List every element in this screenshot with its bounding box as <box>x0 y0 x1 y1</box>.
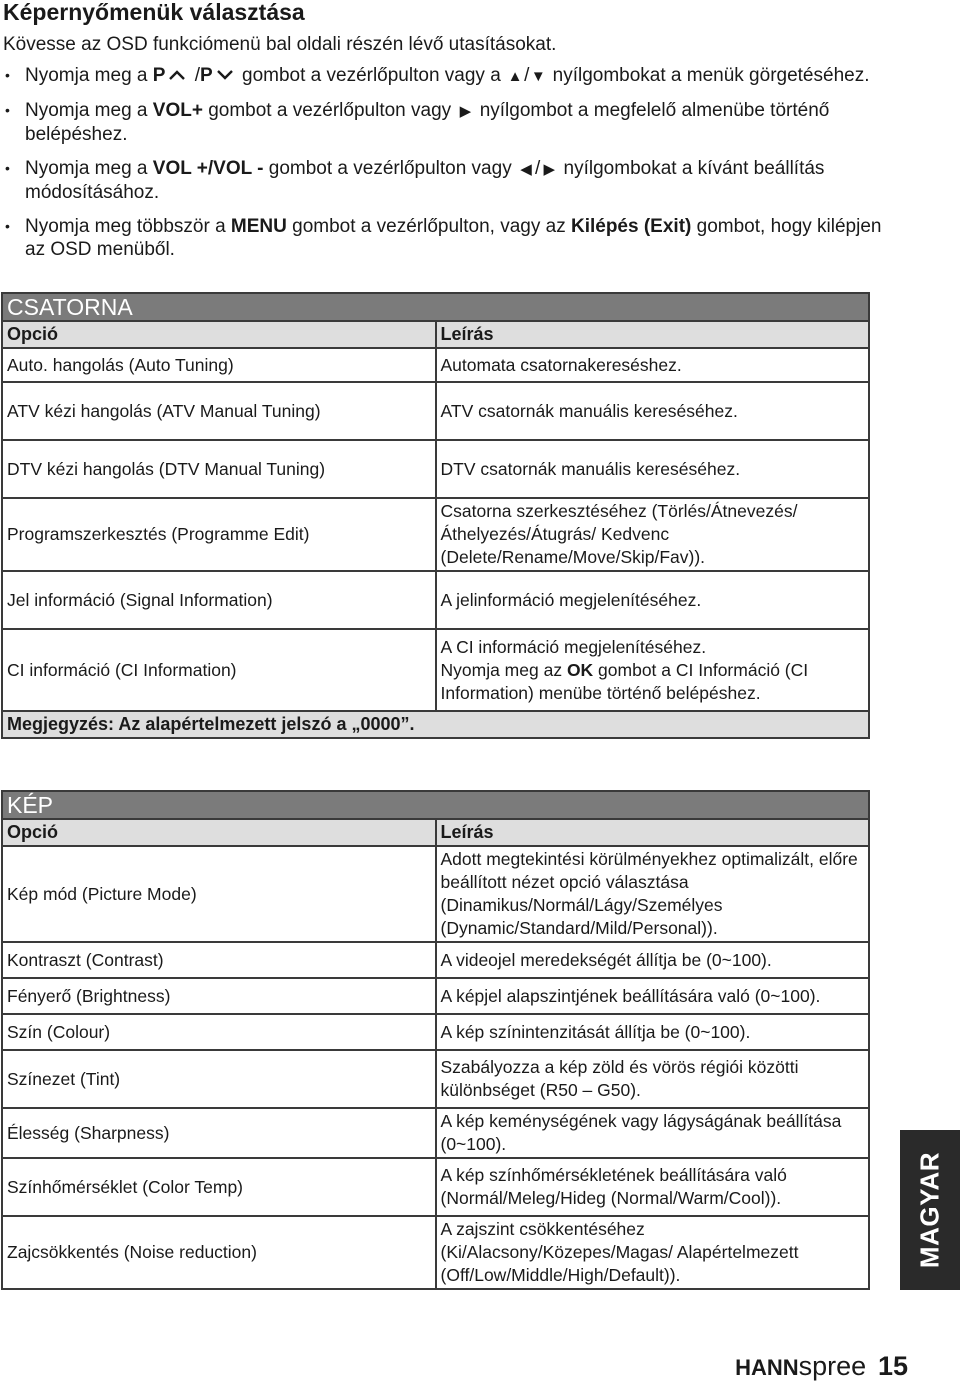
table-row: Zajcsökkentés (Noise reduction) A zajszint csökkentéséhez (Ki/Alacsony/Közepes/Magas/ Alapértelmezett (Off/Low/Middle/High/Default)). <box>2 1216 869 1289</box>
instruction-item: • Nyomja meg a VOL+ gombot a vezérlőpulton vagy ▶ nyílgombot a megfelelő almenübe történő belépéshez. <box>5 100 830 145</box>
bullet-icon: • <box>5 67 10 83</box>
instruction-list <box>3 64 903 272</box>
table-row: Programszerkesztés (Programme Edit) Csatorna szerkesztéséhez (Törlés/Átnevezés/Áthelyezés/Átugrás/ Kedvenc (Delete/Rename/Move/Skip/Fav)). <box>2 498 869 571</box>
bullet-icon: • <box>5 160 10 176</box>
table-title: KÉP <box>2 791 869 819</box>
column-header-option: Opció <box>2 819 436 846</box>
table-row: Szín (Colour) A kép színintenzitását állítja be (0~100). <box>2 1014 869 1050</box>
page-number: 15 <box>877 1351 908 1381</box>
instruction-item: • Nyomja meg a VOL +/VOL - gombot a vezérlőpulton vagy ◀ / ▶ nyílgombokat a kívánt beállítás módosításához. <box>5 158 825 203</box>
table-row: Élesség (Sharpness) A kép keménységének vagy lágyságának beállítása (0~100). <box>2 1108 869 1158</box>
table-row: Kép mód (Picture Mode) Adott megtekintési körülményekhez optimalizált, előre beállított nézet opció választása (Dinamikus/Normál/Lágy/Személyes (Dynamic/Standard/Mild/Personal)). <box>2 846 869 942</box>
picture-table <box>1 790 870 1290</box>
triangle-right-icon: ▶ <box>543 161 556 178</box>
instruction-item: • Nyomja meg többször a MENU gombot a vezérlőpulton, vagy az Kilépés (Exit) gombot, hogy kilépjen az OSD menüből. <box>5 216 882 260</box>
triangle-left-icon: ◀ <box>520 161 532 178</box>
table-row: DTV kézi hangolás (DTV Manual Tuning) DTV csatornák manuális kereséséhez. <box>2 440 869 498</box>
page-title: Képernyőmenük választása <box>3 0 305 25</box>
triangle-up-icon: ▲ <box>507 68 523 85</box>
table-row: ATV kézi hangolás (ATV Manual Tuning) ATV csatornák manuális kereséséhez. <box>2 382 869 440</box>
bullet-icon: • <box>5 218 10 234</box>
brand-logo: HANN <box>735 1355 799 1380</box>
note: Megjegyzés: Az alapértelmezett jelszó a „0000”. <box>2 711 869 738</box>
chevron-up-icon <box>165 65 189 88</box>
table-row: Színhőmérséklet (Color Temp) A kép színhőmérsékletének beállítására való (Normál/Meleg/Hideg (Normal/Warm/Cool)). <box>2 1158 869 1216</box>
bullet-icon: • <box>5 102 10 118</box>
column-header-description: Leírás <box>436 819 870 846</box>
chevron-down-icon <box>213 65 237 88</box>
table-row: Kontraszt (Contrast) A videojel meredekségét állítja be (0~100). <box>2 942 869 978</box>
triangle-down-icon: ▼ <box>530 68 546 85</box>
table-row: Színezet (Tint) Szabályozza a kép zöld és vörös régiói közötti különbséget (R50 – G50). <box>2 1050 869 1108</box>
table-title: CSATORNA <box>2 293 869 321</box>
column-header-option: Opció <box>2 321 436 348</box>
column-header-description: Leírás <box>436 321 870 348</box>
table-row: Jel információ (Signal Information) A jelinformáció megjelenítéséhez. <box>2 571 869 629</box>
triangle-right-icon: ▶ <box>459 103 472 120</box>
brand-logo-suffix: spree <box>798 1351 867 1381</box>
table-row: Fényerő (Brightness) A képjel alapszintjének beállítására való (0~100). <box>2 978 869 1014</box>
intro-text: Kövesse az OSD funkciómenü bal oldali részén lévő utasításokat. <box>3 34 557 55</box>
table-row: CI információ (CI Information) A CI információ megjelenítéséhez. Nyomja meg az OK gombot a CI Információ (CI Information) menübe történő belépéshez. <box>2 629 869 711</box>
language-tab: MAGYAR <box>900 1130 960 1290</box>
footer <box>735 1350 908 1382</box>
channel-table <box>1 292 870 739</box>
instruction-item: • Nyomja meg a P /P gombot a vezérlőpulton vagy a ▲/ ▼ nyílgombokat a menük görgetéséhez. <box>5 65 870 86</box>
table-row: Auto. hangolás (Auto Tuning) Automata csatornakereséshez. <box>2 348 869 382</box>
